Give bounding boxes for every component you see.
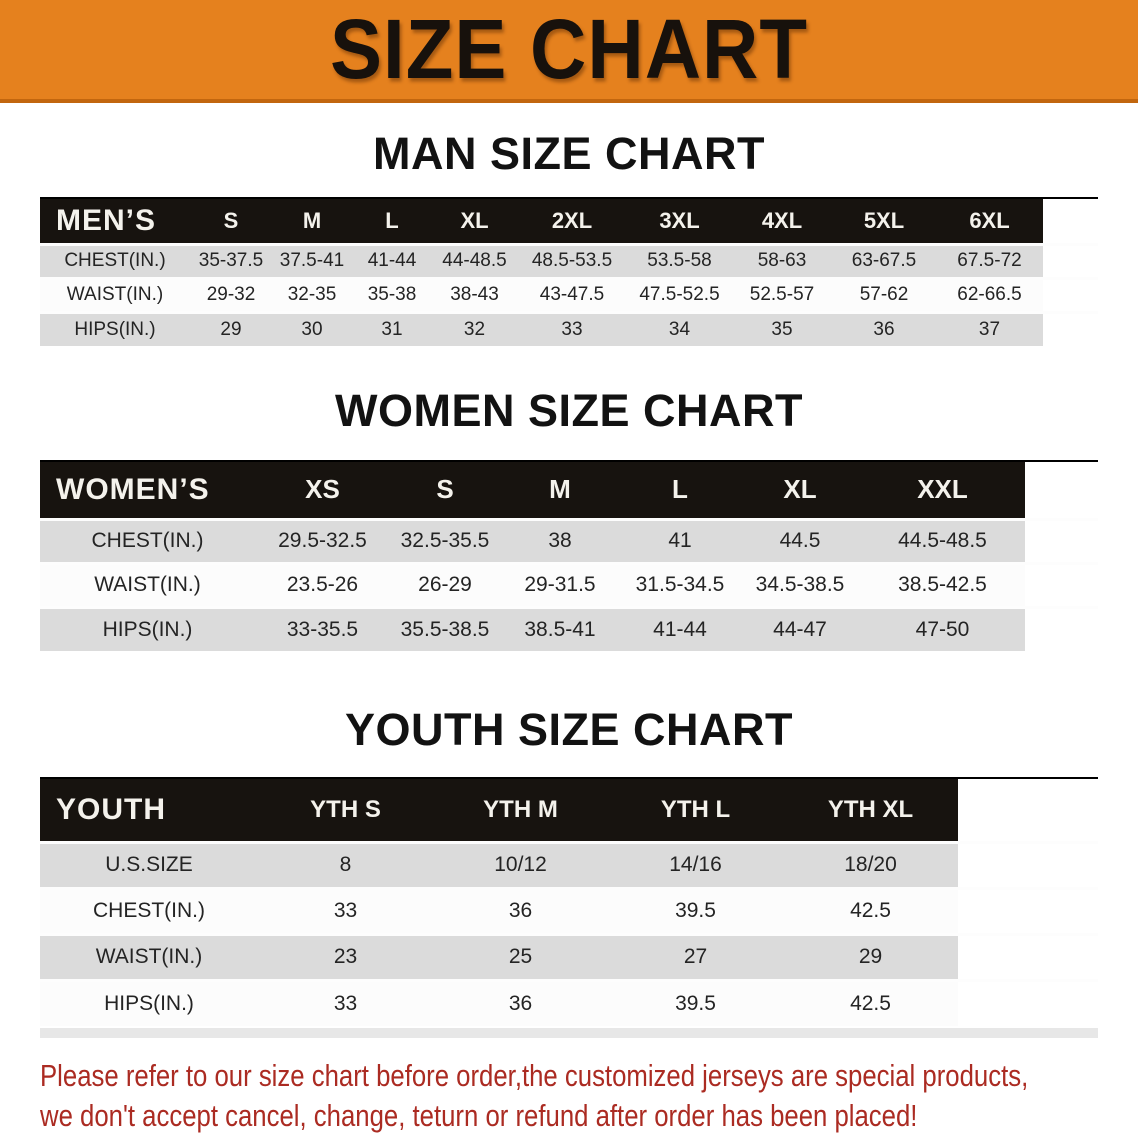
measurement-row	[40, 980, 1098, 1026]
measurement-row	[40, 842, 1098, 888]
table-group-label: MEN’S	[40, 198, 190, 244]
size-value-cell: 31	[352, 312, 432, 346]
filler-cell	[958, 842, 1098, 888]
size-value-cell: 29-31.5	[500, 563, 620, 607]
size-column-header: S	[190, 198, 272, 244]
measurement-row	[40, 607, 1098, 651]
size-column-header: XL	[432, 198, 517, 244]
size-value-cell: 44-47	[740, 607, 860, 651]
size-value-cell: 39.5	[608, 980, 783, 1026]
size-value-cell: 53.5-58	[627, 244, 732, 278]
size-value-cell: 63-67.5	[832, 244, 936, 278]
size-column-header: M	[500, 461, 620, 519]
filler-cell	[958, 934, 1098, 980]
size-value-cell: 38	[500, 519, 620, 563]
size-column-header: YTH S	[258, 778, 433, 842]
banner-title: SIZE CHART	[330, 1, 808, 97]
size-column-header: XL	[740, 461, 860, 519]
size-value-cell: 41-44	[352, 244, 432, 278]
youth-size-section	[0, 705, 1138, 1038]
table-header-row	[40, 778, 1098, 842]
size-column-header: XXL	[860, 461, 1025, 519]
disclaimer-line-1: Please refer to our size chart before order,the customized jerseys are special products,	[40, 1058, 1029, 1093]
table-group-label: YOUTH	[40, 778, 258, 842]
filler-cell	[1025, 563, 1098, 607]
men-size-section	[0, 129, 1138, 346]
size-column-header: YTH L	[608, 778, 783, 842]
men-size-table	[40, 197, 1098, 346]
size-column-header: L	[352, 198, 432, 244]
size-value-cell: 37	[936, 312, 1043, 346]
size-value-cell: 32	[432, 312, 517, 346]
size-value-cell: 52.5-57	[732, 278, 832, 312]
size-value-cell: 29-32	[190, 278, 272, 312]
size-value-cell: 36	[832, 312, 936, 346]
filler-cell	[1043, 278, 1098, 312]
filler-cell	[1025, 519, 1098, 563]
size-value-cell: 8	[258, 842, 433, 888]
size-value-cell: 35	[732, 312, 832, 346]
size-value-cell: 32-35	[272, 278, 352, 312]
size-column-header: 4XL	[732, 198, 832, 244]
table-bottom-divider	[40, 1028, 1098, 1038]
filler-cell	[1043, 244, 1098, 278]
filler-cell	[1043, 198, 1098, 244]
size-column-header: M	[272, 198, 352, 244]
women-size-section	[0, 386, 1138, 651]
measurement-row	[40, 888, 1098, 934]
size-value-cell: 35-37.5	[190, 244, 272, 278]
size-value-cell: 34.5-38.5	[740, 563, 860, 607]
filler-cell	[1025, 461, 1098, 519]
size-value-cell: 34	[627, 312, 732, 346]
row-label: HIPS(IN.)	[40, 980, 258, 1026]
size-value-cell: 38.5-42.5	[860, 563, 1025, 607]
size-column-header: S	[390, 461, 500, 519]
size-value-cell: 48.5-53.5	[517, 244, 627, 278]
size-value-cell: 58-63	[732, 244, 832, 278]
size-value-cell: 62-66.5	[936, 278, 1043, 312]
size-value-cell: 33-35.5	[255, 607, 390, 651]
size-column-header: 5XL	[832, 198, 936, 244]
row-label: U.S.SIZE	[40, 842, 258, 888]
disclaimer-note	[40, 1056, 1138, 1136]
size-value-cell: 42.5	[783, 888, 958, 934]
size-value-cell: 30	[272, 312, 352, 346]
size-value-cell: 41	[620, 519, 740, 563]
filler-cell	[958, 980, 1098, 1026]
size-value-cell: 18/20	[783, 842, 958, 888]
size-column-header: 6XL	[936, 198, 1043, 244]
size-value-cell: 14/16	[608, 842, 783, 888]
table-header-row	[40, 198, 1098, 244]
size-column-header: 2XL	[517, 198, 627, 244]
measurement-row	[40, 934, 1098, 980]
size-value-cell: 27	[608, 934, 783, 980]
size-value-cell: 47-50	[860, 607, 1025, 651]
size-value-cell: 33	[258, 888, 433, 934]
size-column-header: XS	[255, 461, 390, 519]
size-chart-banner	[0, 0, 1138, 103]
disclaimer-line-2: we don't accept cancel, change, teturn or refund after order has been placed!	[40, 1098, 918, 1133]
size-column-header: YTH XL	[783, 778, 958, 842]
size-value-cell: 42.5	[783, 980, 958, 1026]
size-value-cell: 29	[783, 934, 958, 980]
row-label: CHEST(IN.)	[40, 888, 258, 934]
size-value-cell: 35.5-38.5	[390, 607, 500, 651]
measurement-row	[40, 312, 1098, 346]
size-value-cell: 32.5-35.5	[390, 519, 500, 563]
size-value-cell: 10/12	[433, 842, 608, 888]
size-column-header: L	[620, 461, 740, 519]
size-value-cell: 47.5-52.5	[627, 278, 732, 312]
size-value-cell: 25	[433, 934, 608, 980]
youth-size-chart-heading: YOUTH SIZE CHART	[344, 704, 793, 755]
measurement-row	[40, 278, 1098, 312]
filler-cell	[958, 888, 1098, 934]
size-value-cell: 36	[433, 888, 608, 934]
row-label: CHEST(IN.)	[40, 244, 190, 278]
size-value-cell: 31.5-34.5	[620, 563, 740, 607]
row-label: WAIST(IN.)	[40, 563, 255, 607]
measurement-row	[40, 563, 1098, 607]
size-value-cell: 43-47.5	[517, 278, 627, 312]
measurement-row	[40, 244, 1098, 278]
size-value-cell: 41-44	[620, 607, 740, 651]
size-value-cell: 44.5	[740, 519, 860, 563]
size-value-cell: 29	[190, 312, 272, 346]
men-size-chart-heading: MAN SIZE CHART	[373, 128, 765, 179]
row-label: HIPS(IN.)	[40, 312, 190, 346]
size-value-cell: 33	[258, 980, 433, 1026]
size-column-header: 3XL	[627, 198, 732, 244]
filler-cell	[1043, 312, 1098, 346]
filler-cell	[958, 778, 1098, 842]
row-label: CHEST(IN.)	[40, 519, 255, 563]
size-value-cell: 38-43	[432, 278, 517, 312]
size-value-cell: 33	[517, 312, 627, 346]
size-value-cell: 26-29	[390, 563, 500, 607]
row-label: HIPS(IN.)	[40, 607, 255, 651]
size-value-cell: 23.5-26	[255, 563, 390, 607]
women-size-chart-heading: WOMEN SIZE CHART	[335, 385, 803, 436]
size-value-cell: 44.5-48.5	[860, 519, 1025, 563]
size-value-cell: 67.5-72	[936, 244, 1043, 278]
filler-cell	[1025, 607, 1098, 651]
size-value-cell: 44-48.5	[432, 244, 517, 278]
measurement-row	[40, 519, 1098, 563]
youth-size-table	[40, 777, 1098, 1026]
size-value-cell: 36	[433, 980, 608, 1026]
size-value-cell: 29.5-32.5	[255, 519, 390, 563]
row-label: WAIST(IN.)	[40, 934, 258, 980]
size-value-cell: 35-38	[352, 278, 432, 312]
size-value-cell: 23	[258, 934, 433, 980]
row-label: WAIST(IN.)	[40, 278, 190, 312]
size-column-header: YTH M	[433, 778, 608, 842]
size-value-cell: 38.5-41	[500, 607, 620, 651]
table-group-label: WOMEN’S	[40, 461, 255, 519]
size-value-cell: 39.5	[608, 888, 783, 934]
table-header-row	[40, 461, 1098, 519]
women-size-table	[40, 460, 1098, 651]
size-value-cell: 57-62	[832, 278, 936, 312]
size-value-cell: 37.5-41	[272, 244, 352, 278]
